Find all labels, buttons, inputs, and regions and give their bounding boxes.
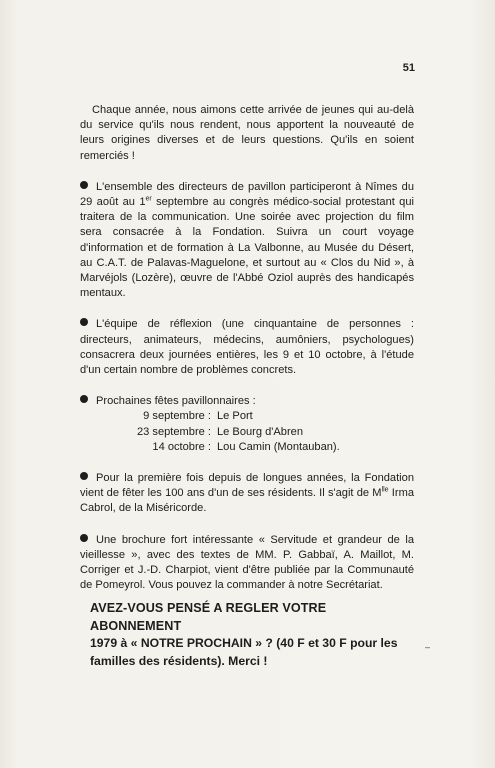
- title-superscript: lle: [381, 486, 389, 494]
- bullet-icon: [80, 472, 88, 480]
- centenarian-text-start: Pour la première fois depuis de longues années, la Fondation vient de fêter les 100 ans d'un de ses résidents. Il s'agit de M: [80, 472, 414, 500]
- notice-line-1: AVEZ-VOUS PENSÉ A REGLER VOTRE ABONNEMENT: [90, 601, 327, 633]
- page-number: 51: [402, 62, 415, 74]
- feast-item: [80, 440, 414, 455]
- feast-date: 23 septembre :: [137, 425, 211, 438]
- notice-line-2: 1979 à « NOTRE PROCHAIN » ? (40 F et 30 F pour les familles des résidents). Merci !: [90, 636, 398, 668]
- feast-item: [80, 425, 414, 440]
- bullet-icon: [80, 395, 88, 403]
- bullet-icon: [80, 534, 88, 542]
- brochure-text: Une brochure fort intéressante « Servitude et grandeur de la vieillesse », avec des textes de MM. P. Gabbaï, A. Maillot, M. Corriger et J.-D. Charpiot, vient d'être publiée par la Communauté de Pomeyrol. Vous pouvez la commander à notre Secrétariat.: [80, 533, 414, 592]
- reflection-text: L'équipe de réflexion (une cinquantaine de personnes : directeurs, animateurs, médecins, aumôniers, psychologues) consacrera deux journées entières, les 9 et 10 octobre, à l'étude d'un certain nombre de problèmes concrets.: [80, 318, 414, 377]
- bullet-icon: [80, 181, 88, 189]
- brochure-paragraph: [80, 533, 414, 594]
- feasts-list: [80, 394, 414, 455]
- feast-item: [80, 409, 414, 424]
- centenarian-text-end: Irma Cabrol, de la Miséricorde.: [80, 487, 414, 515]
- congress-text-start: L'ensemble des directeurs de pavillon participeront à Nîmes du 29 août au 1: [80, 180, 414, 209]
- feast-date: 9 septembre :: [143, 410, 211, 423]
- subscription-notice: [90, 600, 415, 670]
- congress-text-end: septembre au congrès médico-social protestant qui traitera de la communication. Une soirée avec projection du film sera consacrée à la Fondation. Suivra un court voyage d'information et de formation à La Valbonne, au Musée du Désert, au C.A.T. de Palavas-Maguelone, et surtout au « Clos du Nid », à Marvéjols (Lozère), œuvre de l'Abbé Oziol auprès des handicapés mentaux.: [80, 196, 414, 300]
- feast-place: Lou Camin (Montauban).: [217, 440, 340, 453]
- feast-date: 14 octobre :: [152, 440, 211, 453]
- article-body: [80, 103, 414, 609]
- reflection-paragraph: [80, 317, 414, 378]
- feast-place: Le Bourg d'Abren: [217, 425, 303, 438]
- feasts-heading: [80, 394, 414, 409]
- centenarian-paragraph: [80, 471, 414, 517]
- feasts-title: Prochaines fêtes pavillonnaires :: [96, 395, 256, 408]
- feast-place: Le Port: [217, 410, 253, 423]
- bullet-icon: [80, 318, 88, 326]
- congress-paragraph: [80, 180, 414, 302]
- margin-mark: –: [425, 642, 431, 652]
- intro-paragraph: Chaque année, nous aimons cette arrivée de jeunes qui au-delà du service qu'ils nous rendent, nous apportent la nouveauté de leurs origines diverses et de leurs questions. Qu'ils en soient remerciés !: [80, 104, 414, 162]
- ordinal-superscript: er: [145, 195, 152, 203]
